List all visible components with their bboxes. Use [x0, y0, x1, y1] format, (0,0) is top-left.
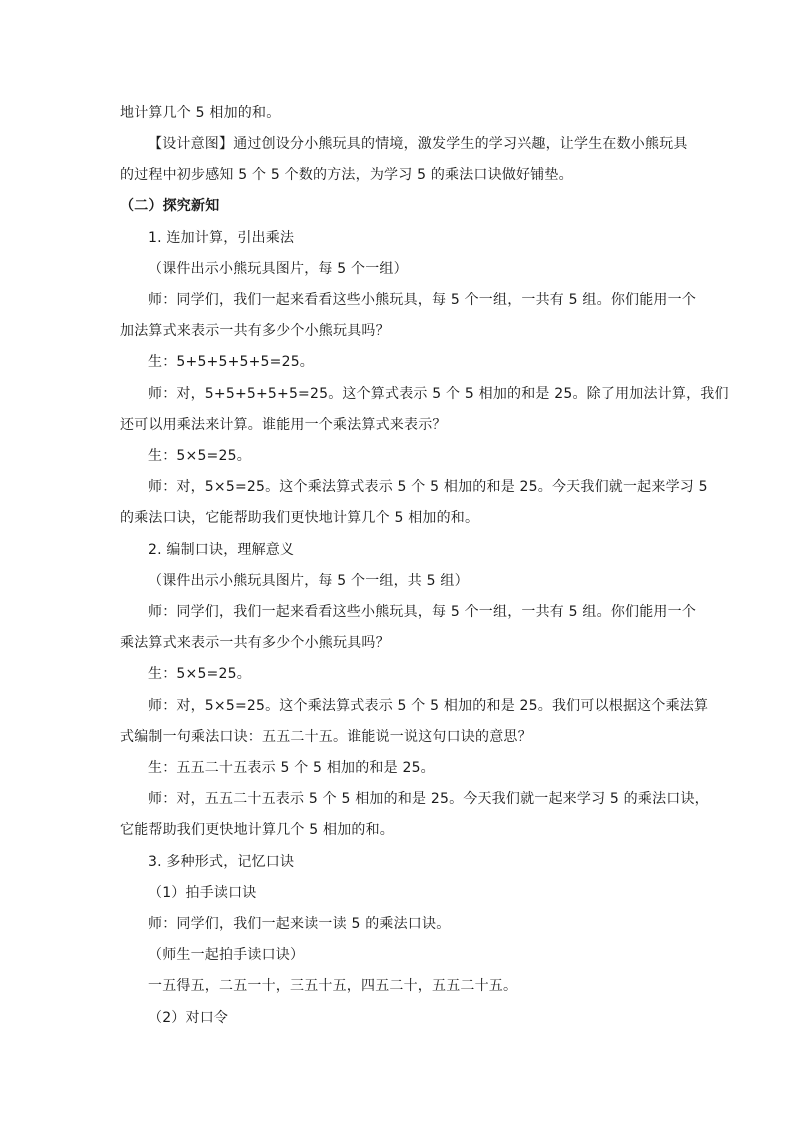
subsection-heading: 3. 多种形式，记忆口诀	[148, 854, 295, 870]
text-line: 还可以用乘法来计算。谁能用一个乘法算式来表示？	[120, 417, 447, 433]
text-line: （课件出示小熊玩具图片，每 5 个一组）	[148, 261, 408, 277]
text-line: 一五得五，二五一十，三五十五，四五二十，五五二十五。	[148, 978, 518, 994]
section-heading: （二）探究新知	[120, 198, 220, 214]
text-line: 师：同学们，我们一起来看看这些小熊玩具，每 5 个一组，一共有 5 组。你们能用一个	[148, 292, 697, 308]
subsection-heading: 2. 编制口诀，理解意义	[148, 542, 295, 558]
text-line: 生：5×5=25。	[148, 448, 251, 464]
text-line: 式编制一句乘法口诀：五五二十五。谁能说一说这句口诀的意思？	[120, 729, 532, 745]
text-line: （2）对口令	[148, 1010, 229, 1026]
text-line: 师：对，5×5=25。这个乘法算式表示 5 个 5 相加的和是 25。今天我们就一起来学习 5	[148, 479, 708, 495]
text-line: 生：5×5=25。	[148, 666, 251, 682]
text-line: 乘法算式来表示一共有多少个小熊玩具吗？	[120, 635, 390, 651]
text-line: 地计算几个 5 相加的和。	[120, 105, 281, 121]
text-line: （1）拍手读口诀	[148, 885, 257, 901]
design-intent-line: 【设计意图】通过创设分小熊玩具的情境，激发学生的学习兴趣，让学生在数小熊玩具	[148, 136, 688, 152]
subsection-heading: 1. 连加计算，引出乘法	[148, 230, 295, 246]
text-line: （师生一起拍手读口诀）	[148, 947, 305, 963]
text-line: 的乘法口诀，它能帮助我们更快地计算几个 5 相加的和。	[120, 510, 480, 526]
text-line: 的过程中初步感知 5 个 5 个数的方法，为学习 5 的乘法口诀做好铺垫。	[120, 167, 573, 183]
text-line: 师：对，5×5=25。这个乘法算式表示 5 个 5 相加的和是 25。我们可以根据这个乘法算	[148, 698, 709, 714]
text-line: 师：同学们，我们一起来读一读 5 的乘法口诀。	[148, 916, 451, 932]
text-line: 它能帮助我们更快地计算几个 5 相加的和。	[120, 822, 395, 838]
text-line: 师：同学们，我们一起来看看这些小熊玩具，每 5 个一组，一共有 5 组。你们能用一个	[148, 604, 697, 620]
text-line: （课件出示小熊玩具图片，每 5 个一组，共 5 组）	[148, 573, 469, 589]
text-line: 师：对，五五二十五表示 5 个 5 相加的和是 25。今天我们就一起来学习 5 的乘法口诀，	[148, 791, 709, 807]
text-line: 生：五五二十五表示 5 个 5 相加的和是 25。	[148, 760, 435, 776]
text-line: 师：对，5+5+5+5+5=25。这个算式表示 5 个 5 相加的和是 25。除了用加法计算，我们	[148, 386, 729, 402]
text-line: 加法算式来表示一共有多少个小熊玩具吗？	[120, 323, 390, 339]
text-line: 生：5+5+5+5+5=25。	[148, 354, 315, 370]
